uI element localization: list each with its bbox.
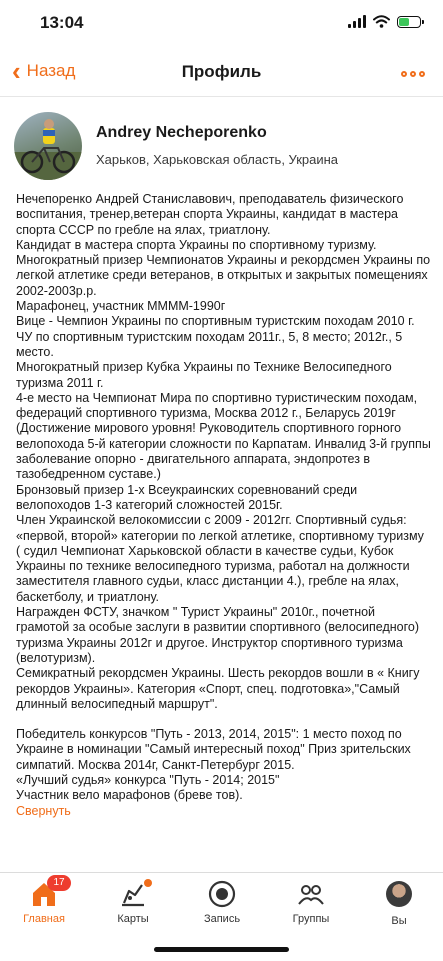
page-title: Профиль	[181, 62, 262, 81]
tab-label: Запись	[203, 913, 241, 925]
about-paragraph: 2002-2003р.р.	[16, 283, 97, 298]
tab-label: Группы	[292, 913, 330, 925]
about-paragraph: Марафонец, участник ММММ-1990г	[16, 299, 226, 314]
status-icons	[348, 15, 421, 28]
profile-avatar[interactable]	[14, 112, 82, 180]
profile-location: Харьков, Харьковская область, Украина	[96, 152, 339, 167]
collapse-link[interactable]: Свернуть	[16, 803, 71, 818]
more-options-button[interactable]	[401, 71, 425, 77]
chevron-left-icon: ‹	[12, 56, 21, 86]
about-paragraph: Награжден ФСТУ, значком " Турист Украины" 2010г., почетной грамотой за особые заслуги в развитии спортивного (велосипедного) туризма Украины 2012г и другое. Инструктор спортивного туризма (велотуризм).	[16, 605, 420, 665]
about-paragraph: Участник вело марафонов (бреве тов).	[16, 788, 243, 803]
about-paragraph: Кандидат в мастера спорта Украины по спортивному туризму.	[16, 237, 377, 252]
nav-bar	[0, 48, 443, 97]
groups-icon	[296, 879, 326, 909]
about-paragraph: Семикратный рекордсмен Украины. Шесть рекордов вошли в « Книгу рекордов Украины». Категория «Спорт, спец. подготовка»,"Самый длинный велосипедный маршрут".	[16, 666, 420, 711]
record-icon	[207, 879, 237, 909]
back-label: Назад	[26, 61, 76, 80]
new-dot-indicator	[144, 879, 152, 887]
tab-groups[interactable]	[267, 879, 355, 935]
about-paragraph: Многократный призер Кубка Украины по Технике Велосипедного туризма 2011 г.	[16, 360, 392, 390]
about-paragraph: Нечепоренко Андрей Станиславович, преподаватель физического воспитания, тренер,ветеран спорта Украины, кандидат в мастера спорта СССР по гребле на ялах, триатлону.	[16, 192, 404, 237]
battery-icon	[397, 16, 421, 28]
about-paragraph: Член Украинской велокомиссии с 2009 - 2012гг. Спортивный судья: «первой, второй» категории по легкой атлетике, спортивному туризму ( судил Чемпионат Харьковской области в качестве судьи, Кубок Украины по технике велосипедного туризма, работал на должности заместителя главного судьи, класс дистанции 4.), гребле на ялах, баскетболу, и триатлону.	[16, 513, 424, 604]
about-paragraph: Победитель конкурсов "Путь - 2013, 2014, 2015": 1 место поход по Украине в номинации "Самый интересный поход" Приз зрительских симпатий. Москва 2014г, Санкт-Петербург 2015.	[16, 727, 411, 772]
about-paragraph: Бронзовый призер 1-х Всеукраинских соревнований среди велопоходов 1-3 категорий сложностей 2015г.	[16, 482, 358, 512]
cyclist-photo	[14, 112, 82, 180]
status-time: 13:04	[40, 13, 84, 32]
tab-label: Главная	[23, 913, 65, 925]
tab-home[interactable]	[0, 879, 88, 935]
about-paragraph: Многократный призер Чемпионатов Украины и рекордсмен Украины по легкой атлетике среди ветеранов, в открытых и закрытых помещениях	[16, 253, 431, 283]
about-paragraph: Вице - Чемпион Украины по спортивным туристским походам 2010 г. ЧУ по спортивным туристским походам 2011г., 5, 8 место; 2012г., 5 место.	[16, 314, 415, 359]
home-indicator	[154, 947, 289, 952]
tab-label: Вы	[391, 915, 407, 927]
user-avatar	[386, 881, 412, 907]
paragraph-gap	[16, 712, 431, 727]
tab-maps[interactable]	[89, 879, 177, 935]
notification-badge: 17	[47, 875, 71, 891]
about-paragraph: «Лучший судья» конкурса "Путь - 2014; 2015"	[16, 772, 280, 787]
tab-label: Карты	[117, 913, 149, 925]
tab-you[interactable]	[355, 879, 443, 935]
profile-header	[14, 112, 434, 182]
profile-about	[16, 192, 431, 874]
status-bar	[0, 0, 443, 48]
wifi-icon	[373, 15, 390, 28]
signal-icon	[348, 15, 366, 28]
about-paragraph: 4-е место на Чемпионат Мира по спортивно туристическим походам, федераций спортивного туризма, Москва 2012 г., Беларусь 2019г (Достижение мирового уровня! Руководитель спортивного горного велопохода 5-й категории сложности по Карпатам. Инвалид 3-й группы заболевание опорно - двигательного аппарата, эндопротез в тазобедренном суставе.)	[16, 390, 431, 482]
tab-record[interactable]	[178, 879, 266, 935]
profile-name: Andrey Necheporenko	[96, 124, 267, 141]
more-dots-icon	[401, 71, 407, 77]
